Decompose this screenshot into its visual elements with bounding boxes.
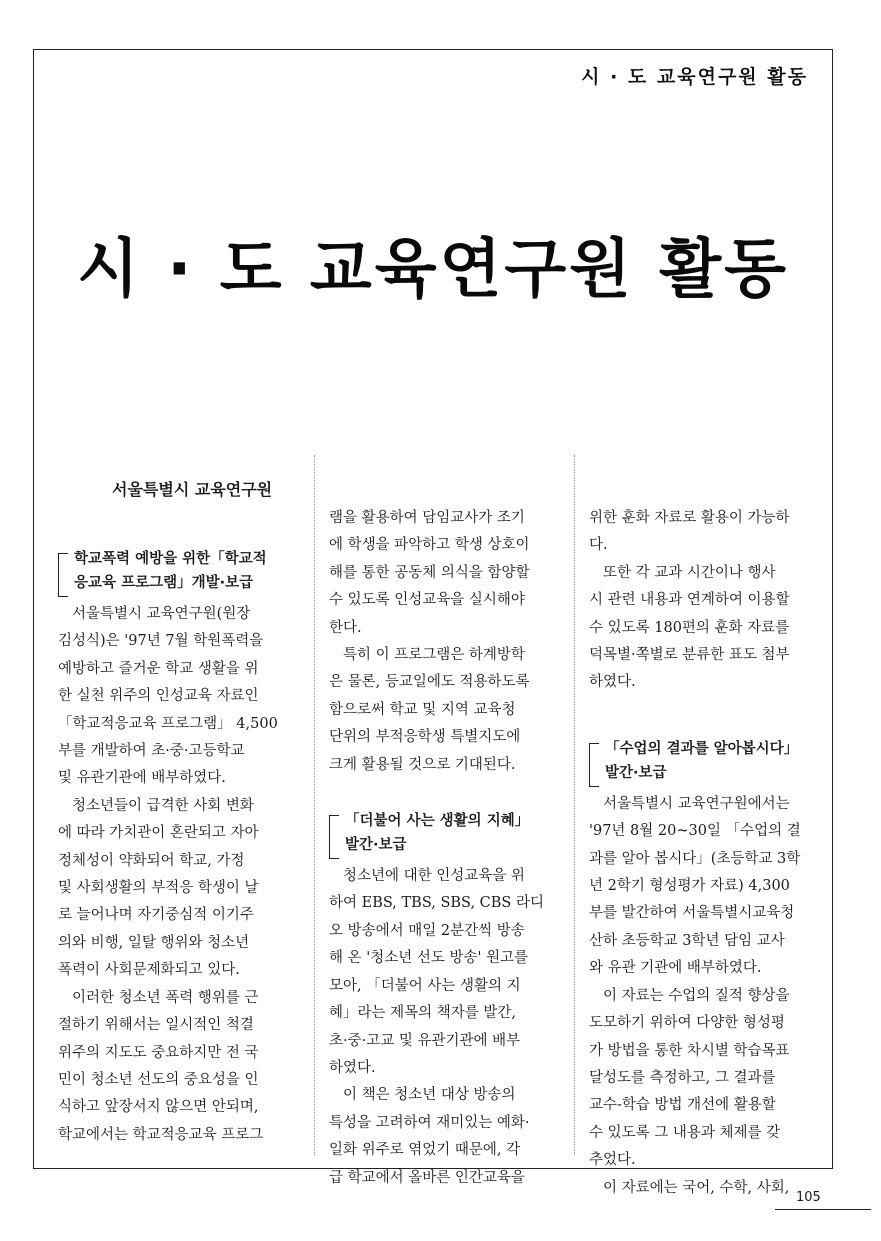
text-line: 이 자료는 수업의 질적 향상을	[603, 987, 790, 1004]
text-line: 학교에서는 학교적응교육 프로그	[58, 1126, 264, 1143]
text-line: 「학교적응교육 프로그램」 4,500	[58, 715, 278, 732]
text-line: 산하 초등학교 3학년 담임 교사	[589, 932, 785, 949]
paragraph	[589, 1175, 821, 1202]
text-line: 모아, 「더불어 사는 생활의 지	[329, 977, 521, 994]
text-line: 서울특별시 교육연구원(원장	[72, 606, 251, 622]
column-1	[58, 455, 290, 1149]
paragraph	[58, 985, 290, 1149]
text-line: 교수-학습 방법 개선에 활용할	[589, 1097, 776, 1114]
text-line: 혜」라는 제목의 책자를 발간,	[329, 1005, 517, 1022]
text-line: 청소년에 대한 인성교육을 위	[343, 868, 525, 885]
text-line: 청소년들이 급격한 사회 변화	[72, 797, 254, 814]
column-2	[329, 455, 561, 1192]
text-line: 크게 활용될 것으로 기대된다.	[329, 756, 516, 773]
text-line: 에 따라 가치관이 혼란되고 자아	[58, 825, 259, 842]
paragraph	[589, 505, 821, 560]
paragraph	[58, 601, 290, 793]
text-line: 수 있도록 인성교육을 실시해야	[329, 592, 525, 609]
paragraph	[589, 983, 821, 1175]
text-line: 또한 각 교과 시간이나 행사	[603, 564, 776, 581]
text-line: 과를 알아 봅시다」(초등학교 3학	[589, 850, 801, 867]
text-line: 및 유관기관에 배부하였다.	[58, 770, 226, 787]
spacer	[329, 779, 561, 809]
text-line: 이러한 청소년 폭력 행위를 근	[72, 989, 259, 1006]
text-line: 단위의 부적응학생 특별지도에	[329, 729, 521, 746]
org-name: 서울특별시 교육연구원	[112, 480, 273, 499]
text-line: 일화 위주로 엮었기 때문에, 각	[329, 1142, 521, 1159]
paragraph	[589, 560, 821, 697]
text-line: 위주의 지도도 중요하지만 전 국	[58, 1044, 259, 1061]
heading-bracket	[58, 553, 68, 597]
paragraph	[58, 793, 290, 985]
text-line: 년 2학기 형성평가 자료) 4,300	[589, 878, 790, 895]
spacer	[589, 697, 821, 737]
section-heading	[589, 737, 821, 785]
text-line: 및 사회생활의 부적응 학생이 날	[58, 880, 259, 897]
paragraph	[329, 1082, 561, 1192]
text-line: 급 학교에서 올바른 인간교육을	[329, 1169, 525, 1186]
text-line: 이 책은 청소년 대상 방송의	[343, 1087, 516, 1104]
text-line: 부를 발간하여 서울특별시교육청	[589, 905, 795, 922]
text-line: 다.	[589, 537, 608, 554]
paragraph	[589, 791, 821, 983]
heading-line: 「더불어 사는 생활의 지혜」	[345, 813, 530, 830]
heading-line: 응교육 프로그램」개발·보급	[74, 575, 254, 591]
text-line: 한다.	[329, 619, 362, 636]
text-line: 덕목별·쪽별로 분류한 표도 첨부	[589, 647, 790, 664]
paragraph	[329, 642, 561, 779]
text-line: 민이 청소년 선도의 중요성을 인	[58, 1071, 259, 1088]
paragraph	[329, 505, 561, 642]
text-line: 절하기 위해서는 일시적인 척결	[58, 1017, 254, 1034]
text-line: 한 실천 위주의 인성교육 자료인	[58, 688, 259, 705]
page-number: 105	[796, 1190, 821, 1205]
column-3	[589, 455, 821, 1202]
text-line: '97년 8월 20~30일 「수업의 결	[589, 823, 801, 840]
text-line: 하여 EBS, TBS, SBS, CBS 라디	[329, 895, 544, 912]
text-line: 특성을 고려하여 재미있는 예화·	[329, 1114, 530, 1131]
page-frame	[33, 49, 833, 1196]
text-line: 하였다.	[589, 674, 636, 691]
heading-bracket	[329, 815, 339, 859]
page-number-rule	[775, 1209, 871, 1210]
text-line: 위한 훈화 자료로 활용이 가능하	[589, 510, 790, 526]
text-line: 시 관련 내용과 연계하여 이용할	[589, 592, 790, 609]
text-line: 특히 이 프로그램은 하계방학	[343, 647, 525, 664]
text-line: 수 있도록 180편의 훈화 자료를	[589, 619, 790, 636]
column-divider	[574, 455, 575, 1155]
text-line: 수 있도록 그 내용과 체제를 갖	[589, 1124, 781, 1141]
text-line: 해를 통한 공동체 의식을 함양할	[329, 564, 530, 581]
paragraph	[329, 863, 561, 1082]
section-heading	[329, 809, 561, 857]
text-line: 의와 비행, 일탈 행위와 청소년	[58, 934, 250, 951]
text-line: 은 물론, 등교일에도 적용하도록	[329, 674, 530, 691]
text-line: 부를 개발하여 초·중·고등학교	[58, 743, 245, 760]
text-line: 식하고 앞장서지 않으면 안되며,	[58, 1099, 259, 1116]
running-head: 시 · 도 교육연구원 활동	[581, 66, 808, 88]
text-line: 서울특별시 교육연구원에서는	[603, 795, 790, 812]
text-line: 해 온 '청소년 선도 방송' 원고를	[329, 950, 529, 967]
text-line: 김성식)은 '97년 7월 학원폭력을	[58, 633, 264, 650]
text-line: 추었다.	[589, 1152, 636, 1169]
column-divider	[314, 455, 315, 1155]
text-line: 가 방법을 통한 차시별 학습목표	[589, 1042, 790, 1059]
text-line: 달성도를 측정하고, 그 결과를	[589, 1069, 776, 1086]
text-line: 램을 활용하여 담임교사가 조기	[329, 510, 525, 526]
heading-bracket	[589, 743, 599, 787]
text-line: 와 유관 기관에 배부하였다.	[589, 960, 762, 977]
text-line: 함으로써 학교 및 지역 교육청	[329, 701, 516, 718]
text-line: 로 늘어나며 자기중심적 이기주	[58, 907, 254, 924]
text-line: 폭력이 사회문제화되고 있다.	[58, 962, 240, 979]
heading-line: 「수업의 결과를 알아봅시다」	[605, 740, 799, 757]
page-title: 시 · 도 교육연구원 활동	[77, 233, 789, 307]
text-line: 정체성이 약화되어 학교, 가정	[58, 852, 245, 869]
heading-line: 학교폭력 예방을 위한「학교적	[74, 551, 267, 567]
text-line: 초·중·고교 및 유관기관에 배부	[329, 1032, 521, 1049]
text-line: 도모하기 위하여 다양한 형성평	[589, 1015, 785, 1032]
text-line: 에 학생을 파악하고 학생 상호이	[329, 537, 530, 554]
text-line: 하였다.	[329, 1059, 376, 1076]
heading-line: 발간·보급	[605, 764, 667, 781]
section-heading	[58, 547, 290, 595]
heading-line: 발간·보급	[345, 837, 407, 854]
text-line: 이 자료에는 국어, 수학, 사회,	[603, 1179, 790, 1196]
text-line: 오 방송에서 매일 2분간씩 방송	[329, 922, 525, 939]
text-line: 예방하고 즐거운 학교 생활을 위	[58, 660, 259, 677]
